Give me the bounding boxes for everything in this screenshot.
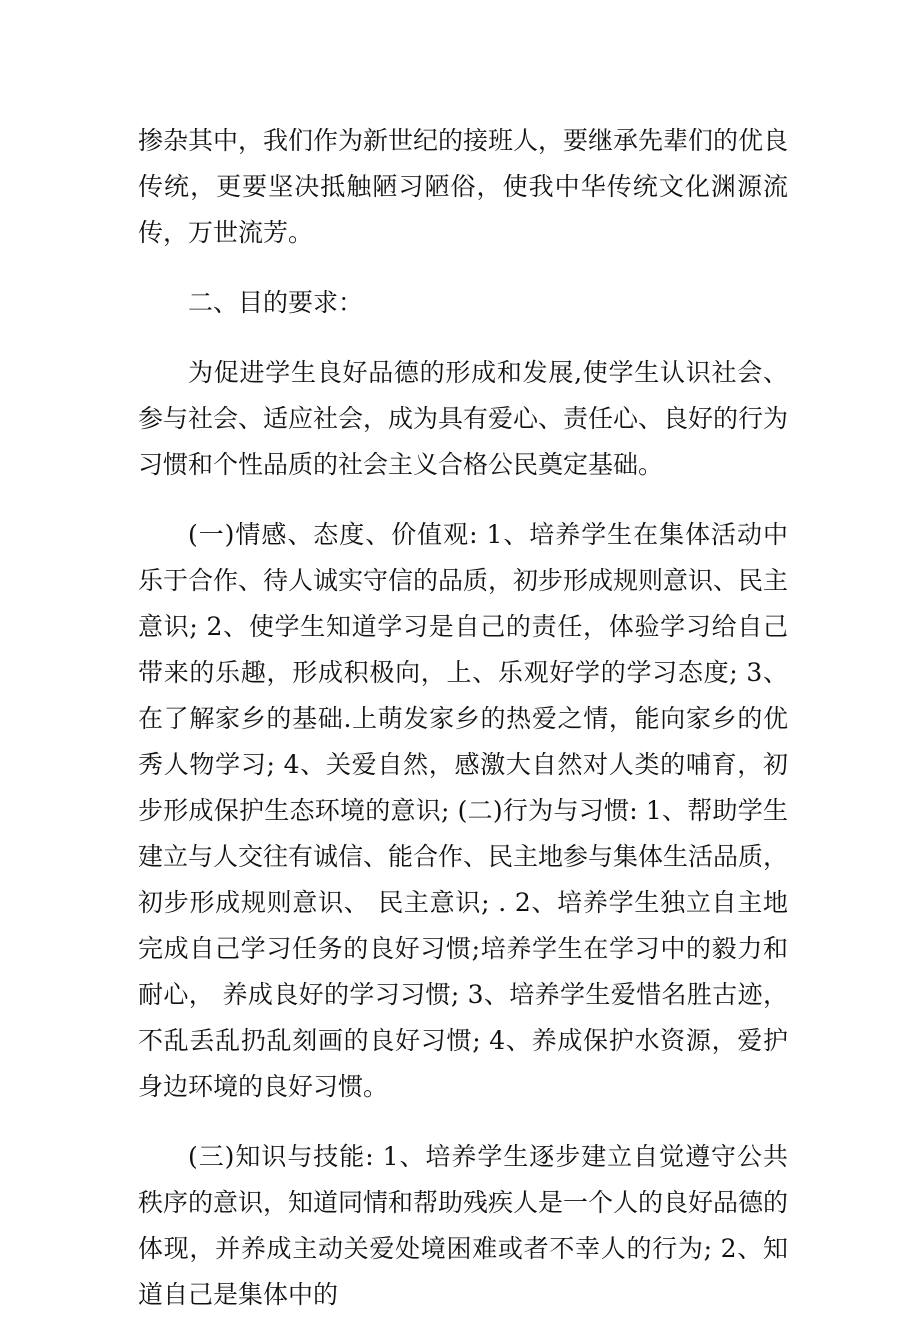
paragraph-continuation: 掺杂其中，我们作为新世纪的接班人，要继承先辈们的优良传统，更要坚决抵触陋习陋俗，使我中华传统文化渊源流传，万世流芳。 [138,126,789,247]
paragraph-emotion-behavior: (一)情感、态度、价值观: 1、培养学生在集体活动中乐于合作、待人诚实守信的品质，初步形成规则意识、民主意识; 2、使学生知道学习是自己的责任，体验学习给自己带来的乐趣，形成积极向，上、乐观好学的学习态度; 3、在了解家乡的基础.上萌发家乡的热爱之情，能向家乡的优秀人物学习; 4、关爱自然，感激大自然对人类的哺育，初步形成保护生态环境的意识; (二)行为与习惯: 1、帮助学生建立与人交往有诚信、能合作、民主地参与集体生活品质，初步形成规则意识、 民主意识; . 2、培养学生独立自主地完成自己学习任务的良好习惯;培养学生在学习中的毅力和耐心， 养成良好的学习习惯; 3、培养学生爱惜名胜古迹，不乱丢乱扔乱刻画的良好习惯; 4、养成保护水资源，爱护身边环境的良好习惯。 [138,520,789,1101]
document-body [138,118,788,1318]
paragraph-knowledge-skills: (三)知识与技能: 1、培养学生逐步建立自觉遵守公共秩序的意识，知道同情和帮助残疾人是一个人的良好品德的体现，并养成主动关爱处境困难或者不幸人的行为; 2、知道自己是集体中的 [138,1142,789,1309]
paragraph-purpose: 为促进学生良好品德的形成和发展,使学生认识社会、参与社会、适应社会，成为具有爱心、责任心、良好的行为习惯和个性品质的社会主义合格公民奠定基础。 [138,358,789,479]
section-heading-objectives: 二、目的要求： [188,288,364,317]
